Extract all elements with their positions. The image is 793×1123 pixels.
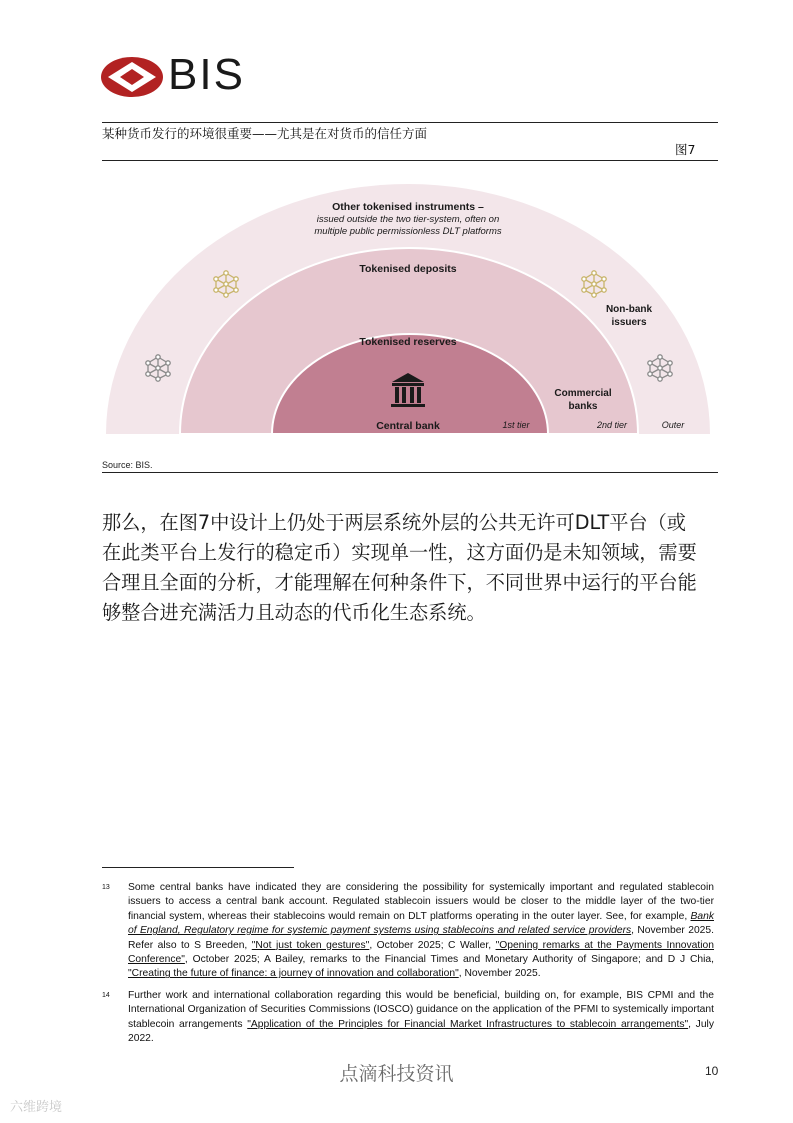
footnote-number: 14 <box>102 992 110 999</box>
tiered-system-diagram <box>102 180 718 436</box>
body-paragraph: 那么，在图7中设计上仍处于两层系统外层的公共无许可DLT平台（或在此类平台上发行的稳定币）实现单一性，这方面仍是未知领域，需要合理且全面的分析，才能理解在何种条件下，不同世界中运行的平台能够整合进充满活力且动态的代币化生态系统。 <box>102 511 697 624</box>
outer-title: Other tokenised instruments – <box>332 201 484 213</box>
figure-header-rule <box>102 160 718 161</box>
bis-logo-emblem <box>100 56 164 98</box>
watermark-text: 点滴科技资讯 <box>339 1063 454 1085</box>
figure-bottom-rule <box>102 472 718 473</box>
figure-source: Source: BIS. <box>102 460 153 470</box>
footnote-link[interactable]: "Not just token gestures" <box>251 939 370 951</box>
footnote-separator <box>102 867 294 868</box>
footnote-14: 14 Further work and international collaboration regarding this would be beneficial, building on, for example, BIS CPMI and the International Organization of Securities Commissions (IOSCO) guidance on the application of the PFMI to systemically important stablecoin arrangements "Application of the Principles for Financial Market Infrastructures to stablecoin arrangements", July 2022. <box>102 990 714 1045</box>
figure-top-rule <box>102 122 718 123</box>
commercial-label-2: banks <box>568 401 598 412</box>
footnote-link[interactable]: "Application of the Principles for Financial Market Infrastructures to stablecoin arrangements" <box>247 1018 689 1030</box>
page-number: 10 <box>705 1064 719 1078</box>
figure-number: 图7 <box>675 142 696 157</box>
non-bank-label-2: issuers <box>611 317 647 328</box>
footnote-link[interactable]: Bank of England, Regulatory regime for systemic payment systems using stablecoins and related service providers <box>128 910 714 937</box>
inner-title: Tokenised reserves <box>359 336 457 348</box>
footnote-link[interactable]: "Creating the future of finance: a journey of innovation and collaboration" <box>128 968 459 980</box>
commercial-label-1: Commercial <box>554 388 612 399</box>
outer-subtitle-1: issued outside the two tier-system, often on <box>316 214 500 225</box>
bis-logo-text: BIS <box>168 50 245 99</box>
figure-title: 某种货币发行的环境很重要——尤其是在对货币的信任方面 <box>102 126 428 141</box>
tier2-label: 2nd tier <box>596 420 628 430</box>
middle-title: Tokenised deposits <box>359 263 457 275</box>
outer-subtitle-2: multiple public permissionless DLT platforms <box>314 226 502 237</box>
footnote-number: 13 <box>102 884 110 891</box>
outer-tier-label: Outer <box>661 420 685 430</box>
tier1-label: 1st tier <box>502 420 530 430</box>
footnote-link[interactable]: "Opening remarks at the Payments Innovation Conference" <box>128 939 714 966</box>
corner-watermark: 六维跨境 <box>10 1100 63 1115</box>
core-label: Central bank <box>376 420 440 432</box>
footnote-13: 13 Some central banks have indicated they are considering the possibility for systemically important and regulated stablecoin issuers to access a central bank account. Regulated stablecoin issuers would be closer to the middle layer of the two-tier financial system, whereas their stablecoins would remain on DLT platforms operating in the outer layer. See, for example, Bank of England, Regulatory regime for systemic payment systems using stablecoins and related service providers, November 2025. Refer also to S Breeden, "Not just token gestures", October 2025; C Waller, "Opening remarks at the Payments Innovation Conference", October 2025; A Bailey, remarks to the Financial Times and Monetary Authority of Singapore; and D J Chia, "Creating the future of finance: a journey of innovation and collaboration", November 2025. <box>102 882 714 980</box>
non-bank-label-1: Non-bank <box>605 304 653 315</box>
